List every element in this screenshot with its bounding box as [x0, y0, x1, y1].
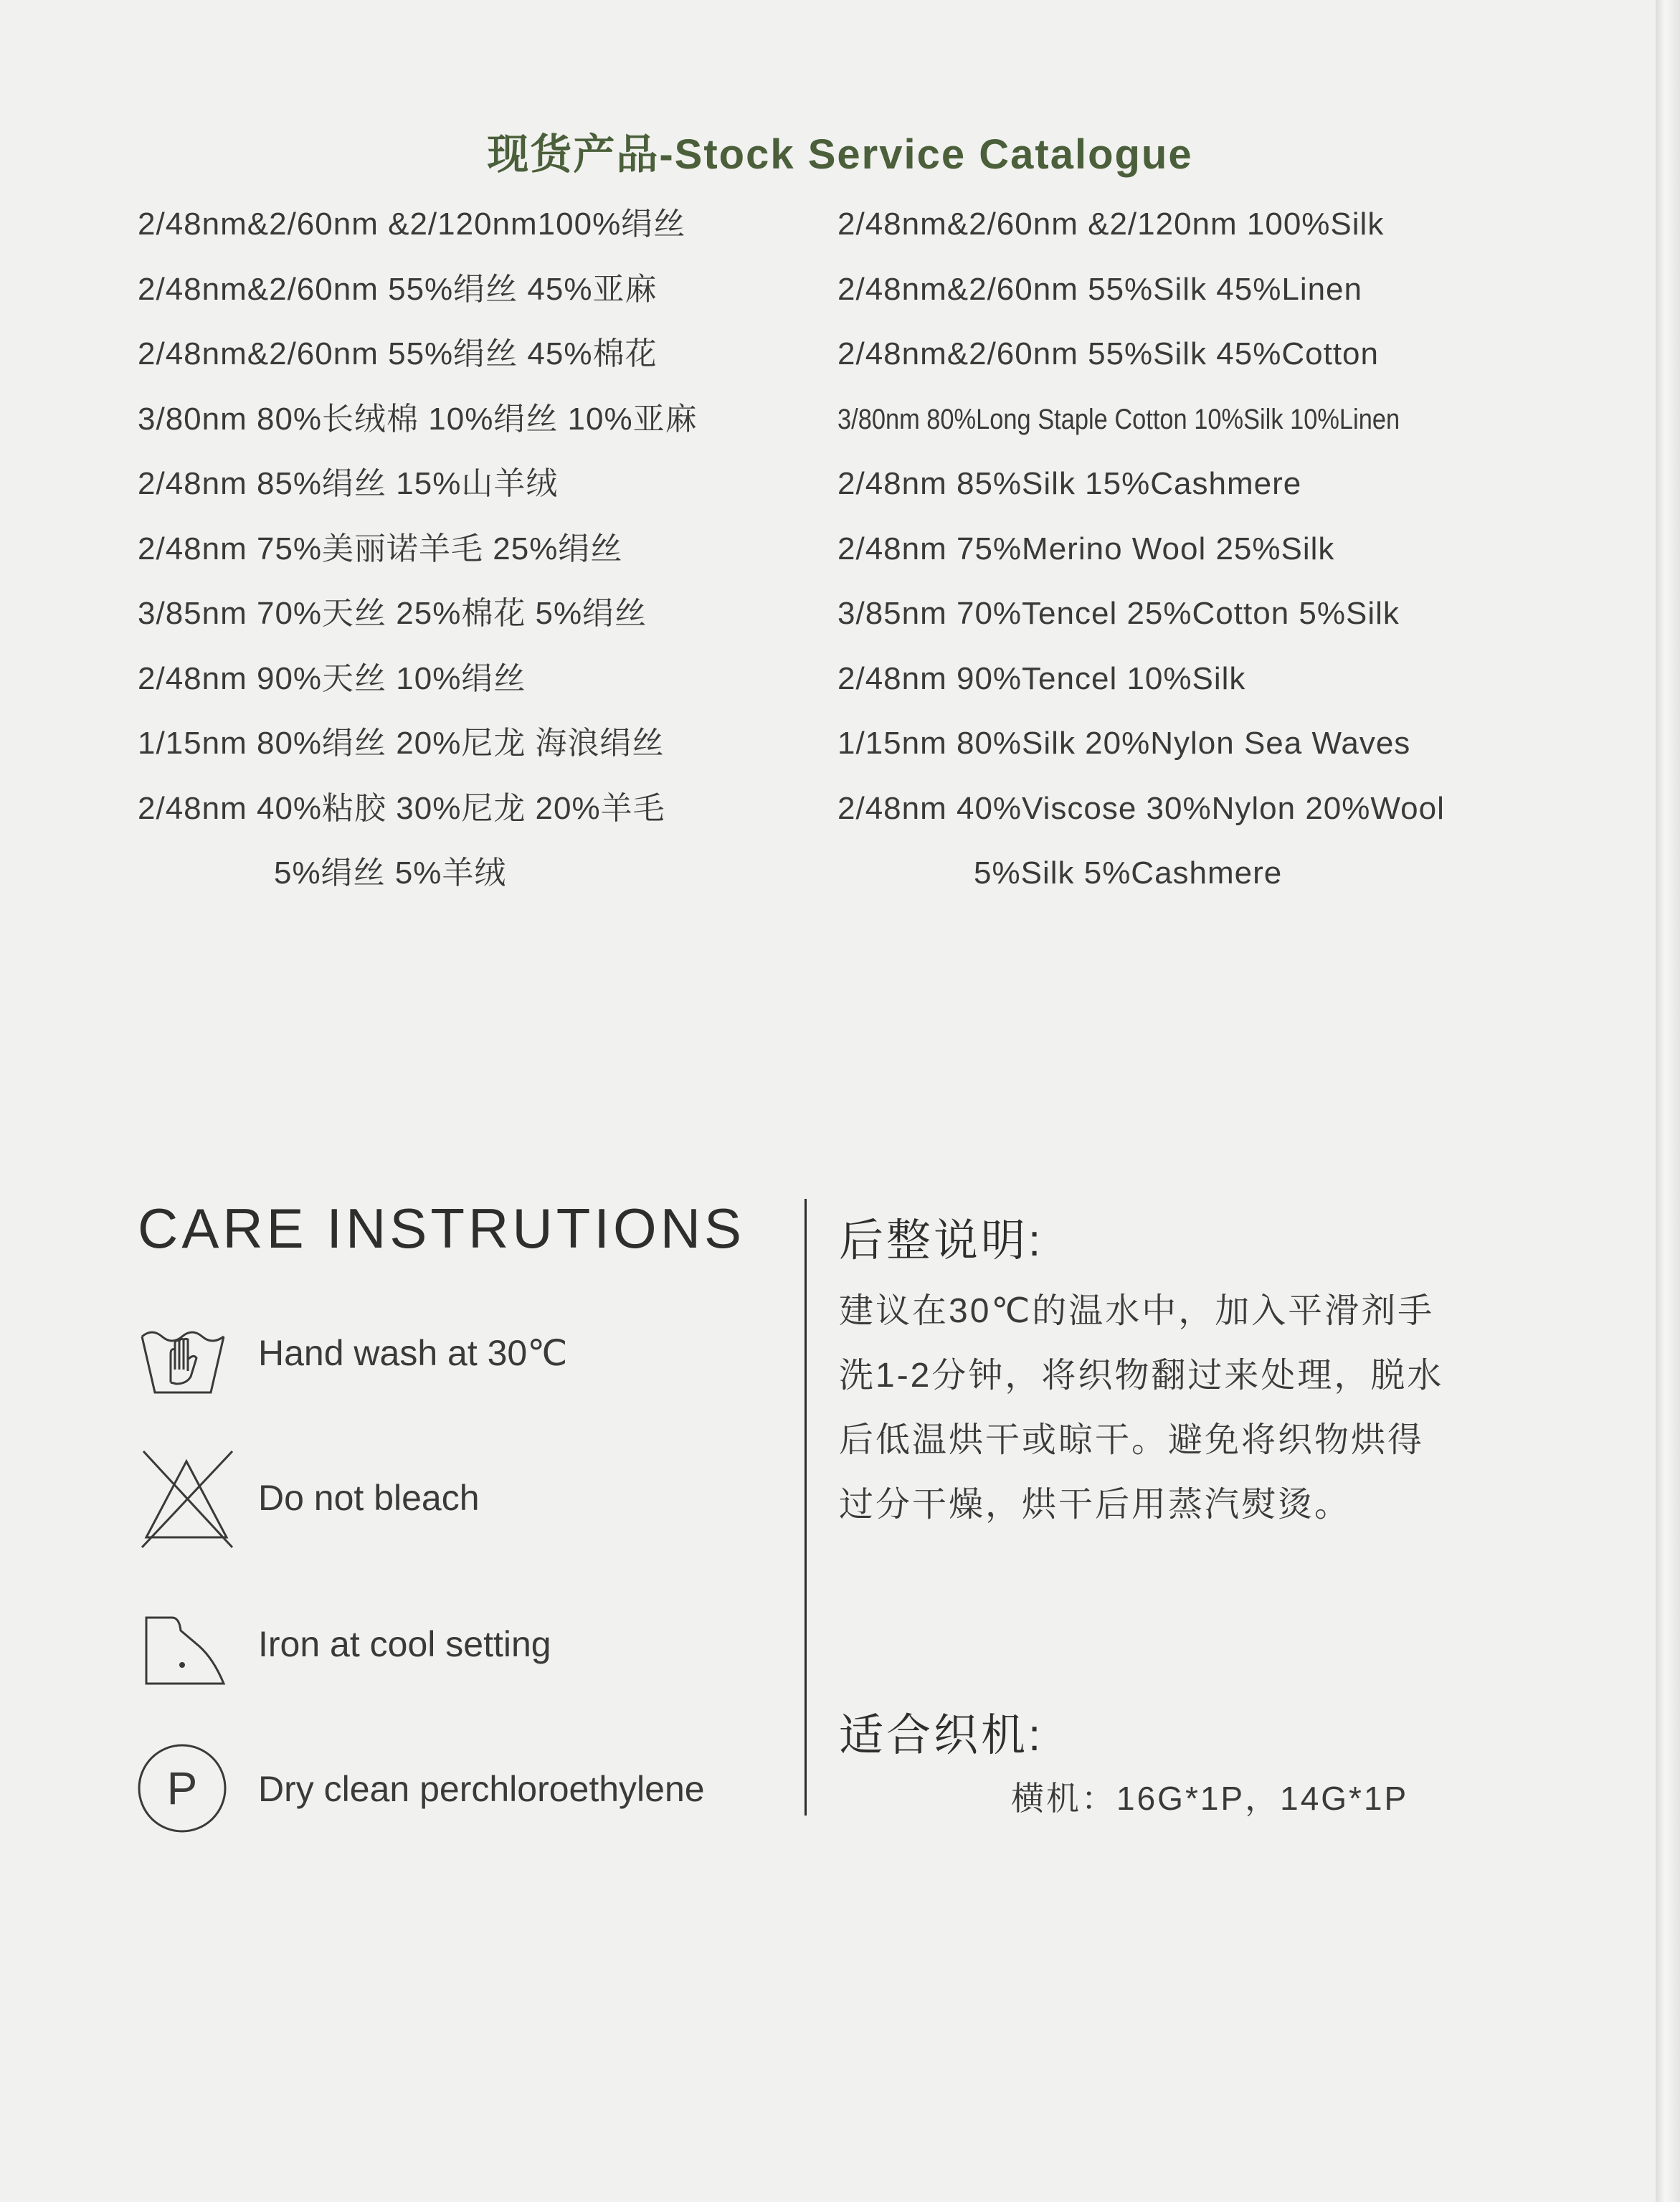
- catalogue-item-en: 2/48nm&2/60nm &2/120nm 100%Silk: [837, 207, 1385, 242]
- after-treatment-text: [839, 1279, 1499, 1537]
- after-treatment-line: 后低温烘干或晾干。避免将织物烘得: [839, 1421, 1425, 1459]
- care-item-text: Iron at cool setting: [258, 1624, 551, 1664]
- machine-gauge-text: 横机：16G*1P，14G*1P: [1011, 1780, 1409, 1817]
- catalogue-item-en: 2/48nm 85%Silk 15%Cashmere: [837, 466, 1302, 501]
- catalogue-item-en: 3/80nm 80%Long Staple Cotton 10%Silk 10%Linen: [837, 403, 1400, 435]
- dry-clean-p-icon: [136, 1742, 229, 1843]
- catalogue-item-cn: 3/80nm 80%长绒棉 10%绢丝 10%亚麻: [138, 401, 698, 437]
- care-item-text: Hand wash at 30℃: [258, 1333, 568, 1373]
- catalogue-item-cn: 2/48nm 90%天丝 10%绢丝: [138, 660, 526, 696]
- catalogue-item-en: 2/48nm&2/60nm 55%Silk 45%Linen: [837, 271, 1363, 307]
- catalogue-item-en: 1/15nm 80%Silk 20%Nylon Sea Waves: [837, 726, 1411, 761]
- catalogue-item-cn: 2/48nm&2/60nm 55%绢丝 45%棉花: [138, 336, 658, 371]
- care-instructions-heading: CARE INSTRUTIONS: [138, 1197, 746, 1260]
- machine-heading: 适合织机:: [839, 1711, 1044, 1760]
- after-treatment-line: 洗1-2分钟，将织物翻过来处理，脱水: [839, 1357, 1444, 1395]
- care-item-text: Dry clean perchloroethylene: [258, 1769, 705, 1809]
- catalogue-item-en-line1: 2/48nm 40%Viscose 30%Nylon 20%Wool: [837, 790, 1445, 826]
- catalogue-item-cn: 2/48nm&2/60nm 55%绢丝 45%亚麻: [138, 271, 658, 307]
- after-treatment-line: 建议在30℃的温水中，加入平滑剂手: [839, 1292, 1435, 1330]
- iron-low-icon: [136, 1603, 229, 1696]
- care-item-hand-wash: [136, 1312, 782, 1420]
- dry-clean-letter: P: [166, 1762, 198, 1814]
- catalogue-item-cn: 2/48nm&2/60nm &2/120nm100%绢丝: [138, 207, 686, 242]
- catalogue-item-cn-continuation: 5%绢丝 5%羊绒: [274, 855, 507, 891]
- catalogue-item-cn: 2/48nm 75%美丽诺羊毛 25%绢丝: [138, 531, 623, 566]
- catalogue-item-en: 3/85nm 70%Tencel 25%Cotton 5%Silk: [837, 596, 1400, 631]
- care-item-text: Do not bleach: [258, 1478, 480, 1518]
- care-item-iron-cool: [136, 1603, 782, 1711]
- catalogue-item-en: 2/48nm 75%Merino Wool 25%Silk: [837, 531, 1335, 566]
- catalogue-item-en: 2/48nm&2/60nm 55%Silk 45%Cotton: [837, 336, 1379, 371]
- catalogue-item-en: [837, 785, 1555, 915]
- catalogue-title: 现货产品-Stock Service Catalogue: [487, 131, 1193, 178]
- care-item-do-not-bleach: [136, 1446, 782, 1553]
- catalogue-item-cn: 3/85nm 70%天丝 25%棉花 5%绢丝: [138, 596, 647, 631]
- after-treatment-heading: 后整说明:: [839, 1216, 1044, 1266]
- after-treatment-line: 过分干燥，烘干后用蒸汽熨烫。: [839, 1486, 1352, 1524]
- catalogue-item-cn-line1: 2/48nm 40%粘胶 30%尼龙 20%羊毛: [138, 790, 665, 826]
- page-edge: [1656, 0, 1680, 2202]
- catalogue-list-chinese: [138, 201, 783, 915]
- catalogue-item-cn: [138, 785, 783, 915]
- catalogue-item-cn: 1/15nm 80%绢丝 20%尼龙 海浪绢丝: [138, 726, 665, 761]
- catalogue-item-en-continuation: 5%Silk 5%Cashmere: [974, 855, 1283, 891]
- catalogue-item-cn: 2/48nm 85%绢丝 15%山羊绒: [138, 466, 559, 501]
- care-item-dry-clean: [136, 1742, 782, 1850]
- column-divider: [805, 1199, 807, 1816]
- catalogue-list-english: [837, 201, 1555, 915]
- hand-wash-icon: [136, 1312, 229, 1413]
- do-not-bleach-icon: [136, 1446, 237, 1553]
- catalogue-item-en: 2/48nm 90%Tencel 10%Silk: [837, 660, 1246, 696]
